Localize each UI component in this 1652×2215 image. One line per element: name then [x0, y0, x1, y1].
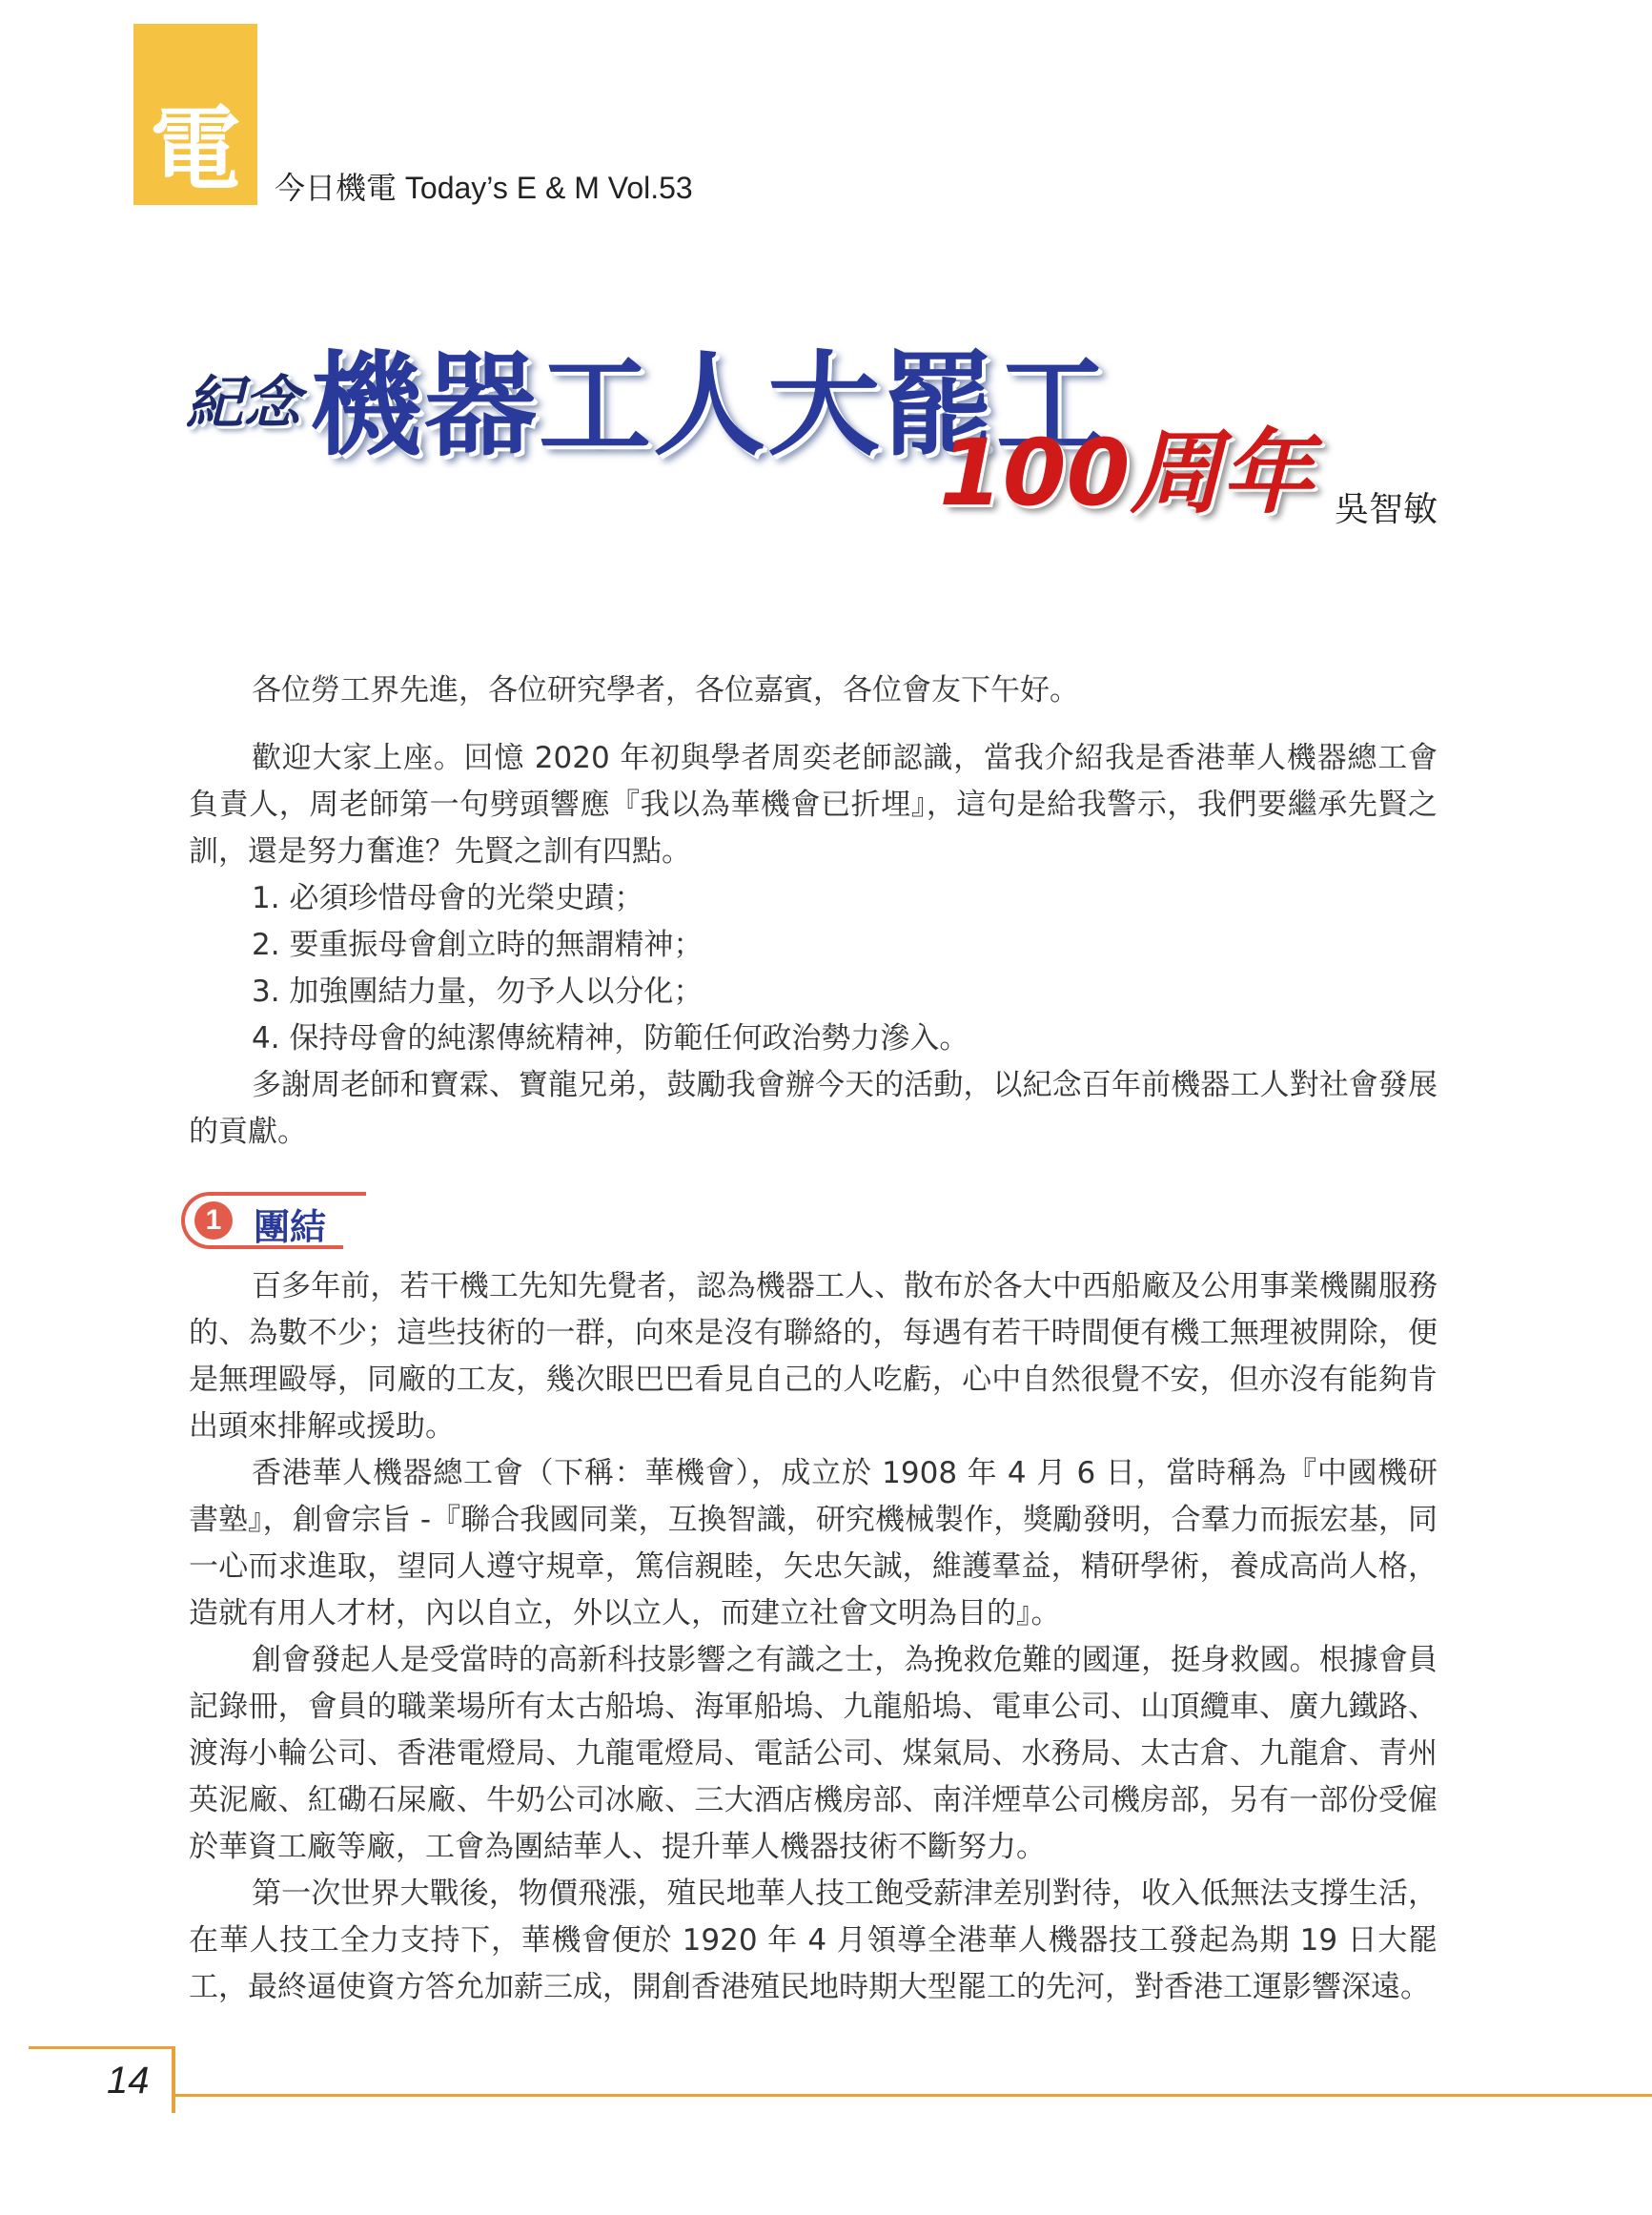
footer-rule: [173, 2094, 1652, 2097]
intro-paragraph: 歡迎大家上座。回憶 2020 年初與學者周奕老師認識，當我介紹我是香港華人機器總工會負責人，周老師第一句劈頭響應『我以為華機會已折埋』，這句是給我警示，我們要繼承先賢之訓，還是努力奮進？先賢之訓有四點。: [189, 741, 1438, 869]
magazine-name-en: Today’s E & M Vol.53: [397, 171, 693, 205]
body-paragraph: 香港華人機器總工會（下稱：華機會），成立於 1908 年 4 月 6 日，當時稱為『中國機研書塾』，創會宗旨 -『聯合我國同業，互換智識，研究機械製作，獎勵發明，合羣力而振宏基，同一心而求進取，望同人遵守規章，篤信親睦，矢忠矢誠，維護羣益，精研學術，養成高尚人格，造就有用人才材，內以自立，外以立人，而建立社會文明為目的』。: [189, 1456, 1438, 1630]
list-item: 2. 要重振母會創立時的無謂精神；: [252, 928, 704, 962]
body-paragraph: 創會發起人是受當時的高新科技影響之有識之士，為挽救危難的國運，挺身救國。根據會員記錄冊，會員的職業場所有太古船塢、海軍船塢、九龍船塢、電車公司、山頂纜車、廣九鐵路、渡海小輪公司、香港電燈局、九龍電燈局、電話公司、煤氣局、水務局、太古倉、九龍倉、青州英泥廠、紅磡石屎廠、牛奶公司冰廠、三大酒店機房部、南洋煙草公司機房部，另有一部份受僱於華資工廠等廠，工會為團結華人、提升華人機器技術不斷努力。: [189, 1643, 1438, 1864]
magazine-emblem: [133, 24, 257, 205]
magazine-header: [275, 164, 693, 208]
footer-divider-tick: [172, 2046, 175, 2113]
list-item: 3. 加強團結力量，勿予人以分化；: [252, 974, 704, 1009]
title-prefix: 紀念: [186, 370, 300, 437]
emblem-character: 電: [150, 95, 241, 203]
section-heading-unity: [181, 1192, 562, 1255]
body-paragraph: 第一次世界大戰後，物價飛漲，殖民地華人技工飽受薪津差別對待，收入低無法支撐生活，在華人技工全力支持下，華機會便於 1920 年 4 月領導全港華人機器技工發起為期 19 日大罷工，最終逼使資方答允加薪三成，開創香港殖民地時期大型罷工的先河，對香港工運影響深遠。: [189, 1877, 1438, 2004]
section-title: 團結: [254, 1206, 327, 1248]
intro-section: [189, 667, 1438, 1156]
list-item: 4. 保持母會的純潔傳統精神，防範任何政治勢力滲入。: [252, 1021, 969, 1056]
body-paragraph: 百多年前，若干機工先知先覺者，認為機器工人、散布於各大中西船廠及公用事業機關服務的、為數不少；這些技術的一群，向來是沒有聯絡的，每遇有若干時間便有機工無理被開除，便是無理毆辱，同廠的工友，幾次眼巴巴看見自己的人吃虧，心中自然很覺不安，但亦沒有能夠肯出頭來排解或援助。: [189, 1269, 1438, 1444]
author-name: 吳智敏: [1334, 490, 1438, 529]
footer-rule-left: [29, 2046, 172, 2049]
page-number: 14: [107, 2060, 150, 2102]
section-body: [189, 1263, 1438, 2011]
section-number-badge: 1: [194, 1201, 233, 1240]
list-item: 1. 必須珍惜母會的光榮史蹟；: [252, 881, 644, 915]
title-anniversary: 100周年: [939, 420, 1314, 526]
magazine-name-cn: 今日機電: [275, 170, 398, 206]
thanks-paragraph: 多謝周老師和寶霖、寶龍兄弟，鼓勵我會辦今天的活動，以紀念百年前機器工人對社會發展的貢獻。: [189, 1068, 1438, 1149]
article-title: 機器工人大罷工: [310, 339, 1112, 471]
greeting-paragraph: 各位勞工界先進，各位研究學者，各位嘉賓，各位會友下午好。: [252, 673, 1079, 708]
